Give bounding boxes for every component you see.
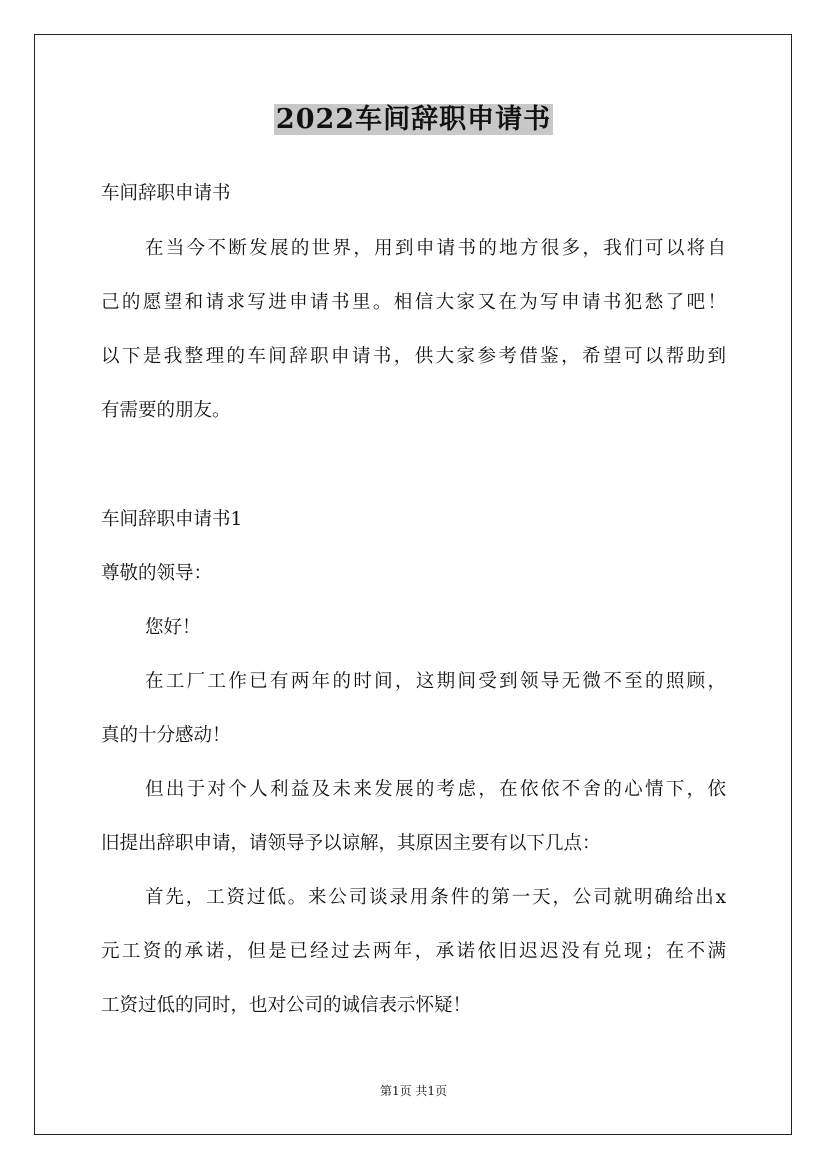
- intro-line: 有需要的朋友。: [101, 400, 231, 421]
- paragraph-line: 工资过低的同时，也对公司的诚信表示怀疑！: [101, 995, 472, 1016]
- salutation: 尊敬的领导：: [101, 563, 213, 584]
- intro-line: 以下是我整理的车间辞职申请书，供大家参考借鉴，希望可以帮助到: [101, 346, 726, 367]
- paragraph-line: 在工厂工作已有两年的时间，这期间受到领导无微不至的照顾，: [145, 671, 726, 692]
- paragraph-line: 但出于对个人利益及未来发展的考虑，在依依不舍的心情下，依: [145, 779, 726, 800]
- section-heading: 车间辞职申请书1: [101, 509, 243, 530]
- paragraph-line: 元工资的承诺，但是已经过去两年，承诺依旧迟迟没有兑现；在不满: [101, 941, 726, 962]
- intro-line: 在当今不断发展的世界，用到申请书的地方很多，我们可以将自: [145, 238, 726, 259]
- greeting: 您好！: [145, 617, 201, 638]
- paragraph-line: 真的十分感动！: [101, 725, 231, 746]
- page-number: 第1页 共1页: [379, 1084, 448, 1098]
- title-highlight: 2022车间辞职申请书: [275, 104, 552, 135]
- intro-line: 己的愿望和请求写进申请书里。相信大家又在为写申请书犯愁了吧！: [101, 292, 726, 313]
- paragraph-line: 旧提出辞职申请，请领导予以谅解，其原因主要有以下几点：: [101, 833, 601, 854]
- paragraph-line: 首先，工资过低。来公司谈录用条件的第一天，公司就明确给出x: [145, 887, 726, 908]
- subtitle: 车间辞职申请书: [101, 183, 231, 204]
- document-title: [0, 100, 827, 140]
